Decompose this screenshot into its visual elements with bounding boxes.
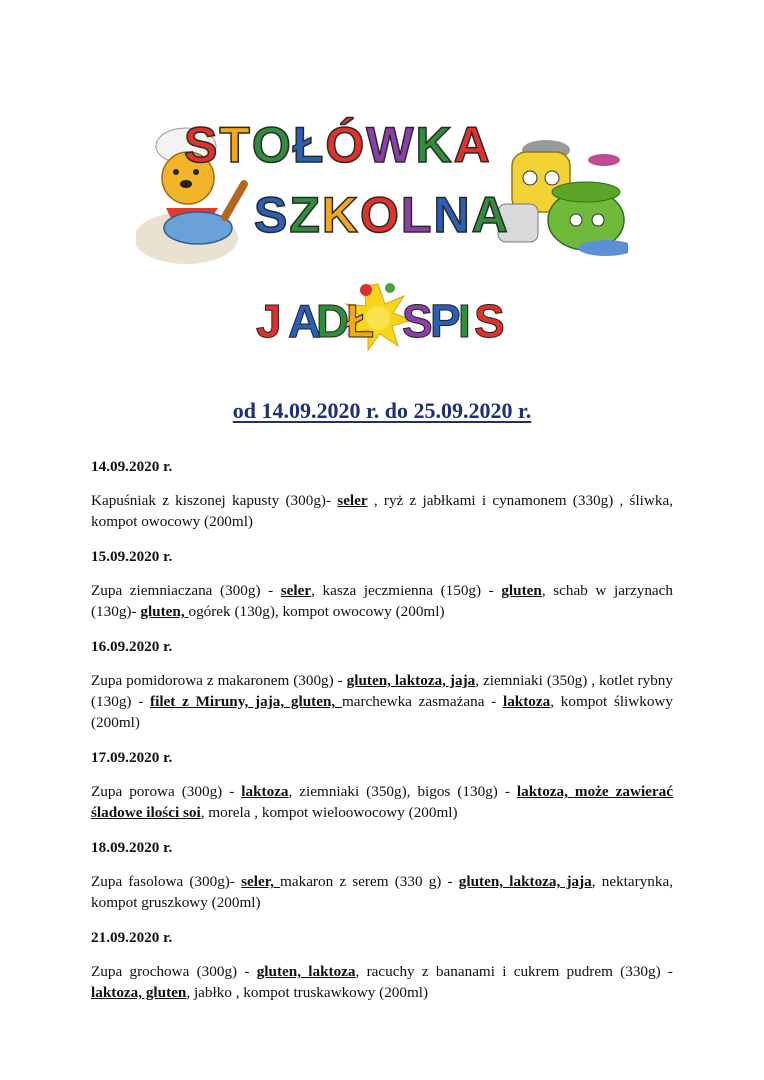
allergen-text: gluten [501, 582, 542, 599]
menu-list [91, 456, 673, 1017]
banner-letter: A [453, 117, 492, 173]
allergen-text: laktoza, może zawierać śladowe ilości soi [91, 783, 673, 821]
allergen-text: laktoza [241, 783, 289, 800]
meal-text: , racuchy z bananami i cukrem pudrem (330g) - [355, 963, 673, 980]
meal-text: ogórek (130g), kompot owocowy (200ml) [188, 603, 445, 620]
allergen-text: filet z Miruny, jaja, gluten, [150, 693, 342, 710]
meal-text: Kapuśniak z kiszonej kapusty (300g)- [91, 492, 338, 509]
banner-letter: N [433, 187, 472, 243]
menu-date: 15.09.2020 r. [91, 548, 173, 565]
menu-meal-description [91, 580, 673, 622]
menu-meal-description [91, 961, 673, 1003]
meal-text: , nektarynka, kompot gruszkowy (200ml) [91, 873, 674, 911]
meal-text: , kompot śliwkowy (200ml) [91, 693, 673, 731]
allergen-text: seler, [241, 873, 281, 890]
meal-text: Zupa porowa (300g) - [91, 783, 242, 800]
meal-text: , ziemniaki (350g) , kotlet rybny (130g) - [91, 672, 673, 710]
banner-title-line2 [254, 186, 510, 244]
allergen-text: seler [337, 492, 368, 509]
allergen-text: gluten, laktoza [256, 963, 356, 980]
menu-date: 16.09.2020 r. [91, 638, 173, 655]
logo-letter: A [288, 295, 322, 347]
banner-letter: S [254, 187, 290, 243]
logo-letter: S [474, 295, 505, 347]
banner-title-line1 [184, 116, 492, 174]
logo-letter: D [316, 295, 350, 347]
meal-text: Zupa pomidorowa z makaronem (300g) - [91, 672, 347, 689]
menu-date: 17.09.2020 r. [91, 749, 173, 766]
logo-letter: Ł [346, 295, 375, 347]
meal-text: Zupa grochowa (300g) - [91, 963, 257, 980]
meal-text: Zupa fasolowa (300g)- [91, 873, 242, 890]
menu-period-title: od 14.09.2020 r. do 25.09.2020 r. [232, 398, 532, 423]
meal-text: , schab w jarzynach (130g)- [91, 582, 673, 620]
allergen-text: gluten, laktoza, jaja [346, 672, 476, 689]
allergen-text: gluten, [140, 603, 189, 620]
banner-letter: W [366, 117, 416, 173]
allergen-text: laktoza, gluten [91, 984, 187, 1001]
banner-letter: K [321, 187, 361, 243]
menu-date: 18.09.2020 r. [91, 839, 173, 856]
logo-letter: P [430, 295, 461, 347]
banner-letter: Z [289, 187, 322, 243]
meal-text: Zupa ziemniaczana (300g) - [91, 582, 281, 599]
jadlospis-logo [254, 280, 505, 356]
banner-letter: O [360, 187, 401, 243]
banner-letter: A [471, 187, 510, 243]
banner-letter: L [400, 187, 434, 243]
meal-text: , ryż z jabłkami i cynamonem (330g) , śliwka, kompot owocowy (200ml) [91, 492, 673, 530]
menu-date: 21.09.2020 r. [91, 929, 173, 946]
banner-letter: Ó [325, 117, 367, 173]
meal-text: , kasza jeczmienna (150g) - [311, 582, 502, 599]
menu-meal-description [91, 490, 673, 532]
meal-text: , morela , kompot wieloowocowy (200ml) [200, 804, 458, 821]
logo-letter: I [458, 295, 471, 347]
jadlospis-logo-text [254, 294, 505, 350]
logo-letter: S [402, 295, 433, 347]
banner-letter: Ł [292, 117, 326, 173]
banner-letter: T [219, 117, 252, 173]
meal-text: , ziemniaki (350g), bigos (130g) - [288, 783, 517, 800]
meal-text: makaron z serem (330 g) - [280, 873, 459, 890]
allergen-text: seler [280, 582, 312, 599]
meal-text: marchewka zasmażana - [341, 693, 503, 710]
menu-meal-description [91, 871, 673, 913]
banner-letter: K [415, 117, 454, 173]
menu-meal-description [91, 670, 673, 733]
meal-text: , jabłko , kompot truskawkowy (200ml) [186, 984, 429, 1001]
banner-letter: O [251, 117, 293, 173]
menu-meal-description [91, 781, 673, 823]
menu-date: 14.09.2020 r. [91, 458, 173, 475]
allergen-text: laktoza [502, 693, 551, 710]
allergen-text: gluten, laktoza, jaja [458, 873, 592, 890]
logo-letter: J [256, 295, 282, 347]
banner-letter: S [184, 117, 220, 173]
stolowka-banner [136, 108, 628, 264]
